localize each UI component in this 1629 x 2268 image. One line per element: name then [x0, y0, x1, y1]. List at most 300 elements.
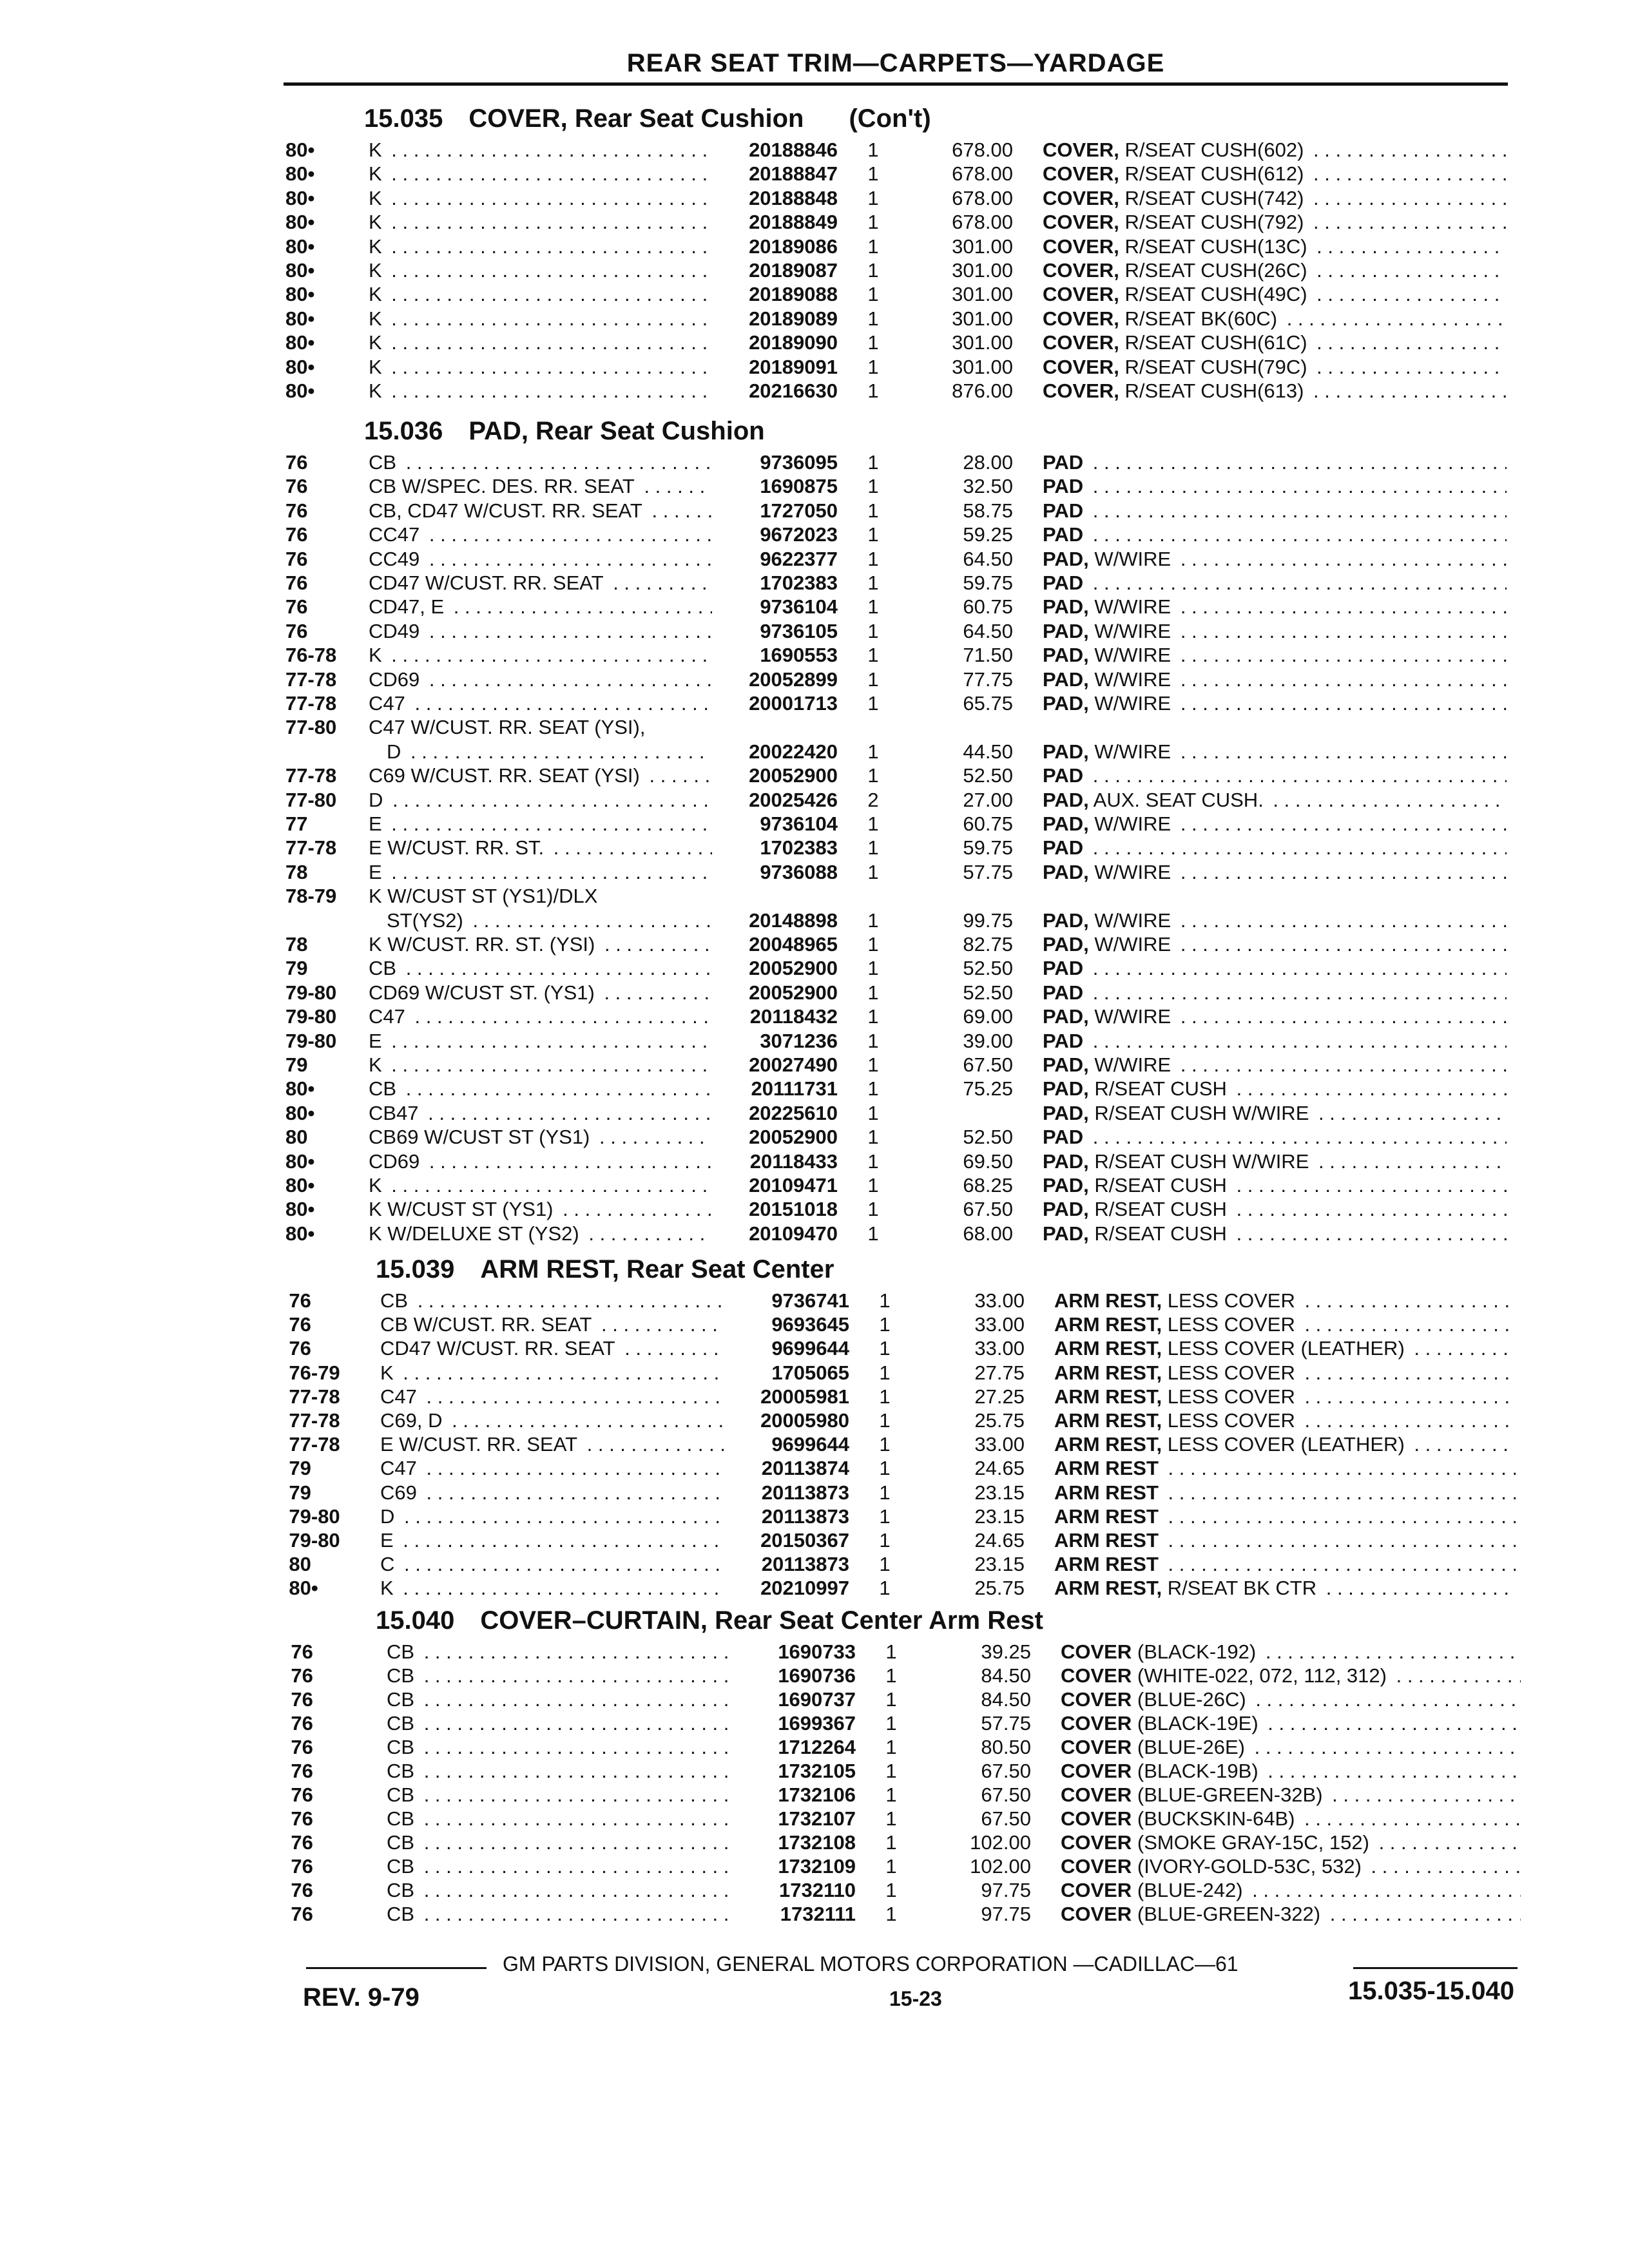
description-keyword: COVER, — [1043, 211, 1119, 233]
description-detail: W/WIRE — [1094, 668, 1171, 691]
part-description — [1043, 258, 1507, 283]
price: 59.25 — [963, 523, 1013, 546]
model-year: 76 — [291, 1807, 313, 1830]
part-description — [1043, 235, 1507, 259]
part-description — [1043, 812, 1507, 836]
quantity: 1 — [885, 1640, 897, 1663]
part-number: 9736095 — [760, 451, 838, 474]
description-keyword: COVER — [1061, 1807, 1132, 1830]
model-applicability — [387, 1640, 730, 1664]
description-text — [1061, 1688, 1250, 1711]
part-description — [1043, 908, 1507, 933]
quantity: 1 — [879, 1289, 891, 1312]
part-description — [1043, 643, 1507, 668]
part-number: 20189089 — [749, 307, 838, 330]
part-description — [1061, 1783, 1521, 1807]
parts-row — [0, 1552, 1629, 1577]
model-text: C69, D — [380, 1409, 446, 1432]
description-keyword: PAD, — [1043, 812, 1089, 835]
part-description — [1043, 379, 1507, 403]
description-text — [1043, 861, 1175, 883]
model-year: 80• — [285, 139, 315, 161]
description-keyword: PAD, — [1043, 620, 1089, 642]
description-keyword: COVER, — [1043, 259, 1119, 282]
model-text: CB — [369, 1077, 400, 1100]
description-keyword: COVER, — [1043, 139, 1119, 161]
description-detail: LESS COVER — [1167, 1289, 1295, 1312]
part-description — [1043, 1004, 1507, 1029]
model-applicability — [380, 1361, 724, 1385]
parts-row — [0, 860, 1629, 885]
part-description — [1043, 1222, 1507, 1246]
model-applicability — [387, 1711, 730, 1736]
part-number: 20022420 — [749, 740, 838, 763]
description-detail: R/SEAT CUSH — [1094, 1198, 1227, 1220]
parts-row — [0, 474, 1629, 499]
model-text: ST(YS2) — [387, 909, 467, 932]
description-detail: (BLUE-26E) — [1137, 1736, 1245, 1758]
model-text: E W/CUST. RR. SEAT — [380, 1433, 581, 1456]
price: 678.00 — [952, 139, 1013, 161]
description-text — [1043, 259, 1311, 282]
description-detail: R/SEAT CUSH W/WIRE — [1094, 1102, 1309, 1124]
description-detail: W/WIRE — [1094, 933, 1171, 956]
description-text — [1043, 957, 1093, 979]
part-number: 20001713 — [749, 692, 838, 715]
footer-section-range: 15.035-15.040 — [1347, 1977, 1514, 2005]
part-description — [1054, 1481, 1516, 1505]
description-detail: R/SEAT CUSH(742) — [1124, 187, 1304, 209]
parts-row — [0, 740, 1629, 764]
description-keyword: PAD — [1043, 764, 1084, 787]
quantity: 1 — [879, 1457, 891, 1479]
part-number: 20025426 — [749, 789, 838, 811]
parts-row — [0, 523, 1629, 547]
part-description — [1043, 1029, 1507, 1053]
model-year: 76 — [291, 1903, 313, 1925]
part-description — [1043, 355, 1507, 380]
part-number: 20109470 — [749, 1222, 838, 1245]
quantity: 1 — [879, 1481, 891, 1504]
part-description — [1043, 1053, 1507, 1077]
model-applicability — [380, 1528, 724, 1553]
price: 25.75 — [974, 1577, 1025, 1599]
description-keyword: PAD, — [1043, 1222, 1089, 1245]
model-text: C47 — [369, 692, 409, 715]
parts-row — [0, 691, 1629, 716]
parts-row — [0, 307, 1629, 331]
quantity: 1 — [885, 1831, 897, 1854]
quantity: 1 — [867, 909, 879, 932]
model-year: 80• — [285, 331, 315, 354]
model-applicability — [380, 1504, 724, 1529]
model-year: 78-79 — [285, 885, 337, 907]
model-text: CB69 W/CUST ST (YS1) — [369, 1126, 593, 1148]
part-number: 1732107 — [778, 1807, 856, 1830]
description-keyword: PAD, — [1043, 1077, 1089, 1100]
model-text: K — [380, 1577, 398, 1599]
part-description — [1043, 740, 1507, 764]
model-applicability — [380, 1336, 724, 1361]
description-detail: W/WIRE — [1094, 740, 1171, 763]
model-year: 80• — [285, 1198, 315, 1220]
part-description — [1043, 619, 1507, 644]
model-text: K — [369, 283, 386, 305]
model-year: 76 — [291, 1855, 313, 1878]
model-text: K W/DELUXE ST (YS2) — [369, 1222, 583, 1245]
parts-row — [0, 1831, 1629, 1855]
footer-rule-left — [306, 1967, 487, 1969]
description-text — [1043, 548, 1175, 570]
price: 52.50 — [963, 981, 1013, 1004]
part-number: 9736088 — [760, 861, 838, 883]
price: 33.00 — [974, 1433, 1025, 1456]
model-text: C69 — [380, 1481, 421, 1504]
description-text — [1061, 1712, 1262, 1735]
model-applicability — [387, 1664, 730, 1688]
quantity: 1 — [867, 356, 879, 378]
part-description — [1043, 162, 1507, 186]
model-year: 80 — [289, 1553, 311, 1575]
model-text: K — [369, 139, 386, 161]
price: 71.50 — [963, 644, 1013, 666]
description-keyword: ARM REST — [1054, 1481, 1159, 1504]
model-applicability — [369, 547, 712, 572]
model-year: 76 — [291, 1831, 313, 1854]
part-description — [1043, 668, 1507, 692]
quantity: 1 — [867, 644, 879, 666]
description-keyword: ARM REST, — [1054, 1337, 1162, 1360]
footer-rule-right — [1353, 1967, 1518, 1969]
description-keyword: ARM REST, — [1054, 1385, 1162, 1408]
model-text: CB W/SPEC. DES. RR. SEAT — [369, 475, 639, 497]
part-number: 20113873 — [761, 1553, 849, 1575]
description-keyword: COVER — [1061, 1903, 1132, 1925]
description-keyword: COVER, — [1043, 331, 1119, 354]
quantity: 1 — [867, 861, 879, 883]
parts-row — [0, 1807, 1629, 1831]
description-text — [1061, 1760, 1262, 1782]
model-applicability — [369, 643, 712, 668]
description-detail: R/SEAT CUSH(13C) — [1124, 235, 1307, 258]
part-number: 9622377 — [760, 548, 838, 570]
quantity: 1 — [867, 475, 879, 497]
parts-row — [0, 1735, 1629, 1760]
section-number: 15.035 — [364, 104, 443, 133]
part-description — [1061, 1902, 1521, 1927]
model-text: CB — [387, 1760, 418, 1782]
model-year: 76 — [291, 1640, 313, 1663]
description-keyword: PAD — [1043, 836, 1084, 859]
model-year: 79 — [289, 1481, 311, 1504]
model-year: 77-78 — [285, 692, 337, 715]
description-detail: R/SEAT BK CTR — [1167, 1577, 1317, 1599]
description-keyword: ARM REST, — [1054, 1409, 1162, 1432]
price: 58.75 — [963, 499, 1013, 522]
description-keyword: PAD, — [1043, 644, 1089, 666]
part-description — [1054, 1504, 1516, 1529]
price: 27.25 — [974, 1385, 1025, 1408]
part-number: 20052900 — [749, 1126, 838, 1148]
model-text: K — [369, 235, 386, 258]
quantity: 1 — [867, 1077, 879, 1100]
parts-row — [0, 1077, 1629, 1101]
parts-row — [0, 1456, 1629, 1481]
description-detail: W/WIRE — [1094, 1053, 1171, 1076]
description-text — [1043, 211, 1307, 233]
model-text: CD47 W/CUST. RR. SEAT — [369, 572, 608, 594]
description-keyword: PAD, — [1043, 1053, 1089, 1076]
price: 69.00 — [963, 1005, 1013, 1028]
description-text — [1043, 668, 1175, 691]
description-detail: R/SEAT CUSH — [1094, 1222, 1227, 1245]
part-description — [1043, 547, 1507, 572]
description-keyword: ARM REST, — [1054, 1361, 1162, 1384]
part-number: 20189086 — [749, 235, 838, 258]
model-applicability — [387, 1831, 730, 1855]
description-detail: R/SEAT BK(60C) — [1124, 307, 1278, 330]
model-text: CB — [387, 1855, 418, 1878]
description-detail: W/WIRE — [1094, 595, 1171, 618]
model-text: K — [369, 162, 386, 185]
description-keyword: COVER — [1061, 1712, 1132, 1735]
part-number: 20188847 — [749, 162, 838, 185]
model-text: K — [369, 1174, 386, 1196]
description-detail: W/WIRE — [1094, 644, 1171, 666]
description-detail: R/SEAT CUSH — [1094, 1174, 1227, 1196]
description-detail: R/SEAT CUSH — [1094, 1077, 1227, 1100]
price: 24.65 — [974, 1529, 1025, 1552]
model-applicability — [387, 1759, 730, 1783]
model-applicability — [369, 331, 712, 355]
description-detail: R/SEAT CUSH(61C) — [1124, 331, 1307, 354]
model-applicability — [369, 836, 712, 860]
model-text: CD49 — [369, 620, 423, 642]
description-keyword: PAD — [1043, 523, 1084, 546]
part-description — [1043, 499, 1507, 523]
parts-row — [0, 884, 1629, 908]
parts-row — [0, 138, 1629, 162]
model-applicability — [380, 1289, 724, 1313]
section-heading — [376, 1606, 1043, 1635]
model-text: CB, CD47 W/CUST. RR. SEAT — [369, 499, 646, 522]
price: 67.50 — [981, 1783, 1031, 1806]
model-applicability — [387, 740, 712, 764]
description-text — [1043, 1053, 1175, 1076]
description-text — [1043, 356, 1311, 378]
part-description — [1043, 1149, 1507, 1174]
part-number: 20005980 — [760, 1409, 849, 1432]
part-number: 20189088 — [749, 283, 838, 305]
description-text — [1043, 1150, 1313, 1173]
quantity: 1 — [867, 380, 879, 402]
price: 59.75 — [963, 836, 1013, 859]
model-year: 80• — [285, 1150, 315, 1173]
description-detail: (BLUE-242) — [1137, 1879, 1243, 1901]
parts-row — [0, 1783, 1629, 1807]
quantity: 1 — [867, 331, 879, 354]
quantity: 1 — [879, 1385, 891, 1408]
model-text: E — [369, 1030, 386, 1052]
price: 57.75 — [981, 1712, 1031, 1735]
quantity: 1 — [867, 1198, 879, 1220]
model-year: 76 — [289, 1289, 311, 1312]
part-description — [1043, 764, 1507, 788]
parts-row — [0, 1528, 1629, 1553]
model-year: 78 — [285, 861, 308, 883]
parts-row — [0, 210, 1629, 235]
description-detail: W/WIRE — [1094, 548, 1171, 570]
parts-row — [0, 1902, 1629, 1927]
quantity: 1 — [867, 668, 879, 691]
description-keyword: COVER — [1061, 1855, 1132, 1878]
parts-row — [0, 258, 1629, 283]
part-number: 20052900 — [749, 957, 838, 979]
description-detail: W/WIRE — [1094, 1005, 1171, 1028]
description-text — [1054, 1529, 1168, 1552]
description-keyword: PAD, — [1043, 668, 1089, 691]
price: 84.50 — [981, 1664, 1031, 1687]
parts-row — [0, 981, 1629, 1005]
description-keyword: COVER — [1061, 1736, 1132, 1758]
parts-row — [0, 1576, 1629, 1600]
quantity: 1 — [867, 1005, 879, 1028]
description-text — [1054, 1385, 1299, 1408]
price: 23.15 — [974, 1553, 1025, 1575]
price: 24.65 — [974, 1457, 1025, 1479]
model-year: 80• — [285, 162, 315, 185]
parts-row — [0, 1854, 1629, 1879]
model-year: 76 — [291, 1664, 313, 1687]
description-text — [1043, 1077, 1231, 1100]
part-number: 3071236 — [760, 1030, 838, 1052]
parts-row — [0, 932, 1629, 957]
part-number: 9736105 — [760, 620, 838, 642]
quantity: 1 — [867, 235, 879, 258]
description-detail: LESS COVER — [1167, 1313, 1295, 1336]
part-number: 1690733 — [778, 1640, 856, 1663]
model-applicability — [369, 981, 712, 1005]
model-text: K W/CUST ST (YS1) — [369, 1198, 557, 1220]
part-number: 1732105 — [778, 1760, 856, 1782]
model-year: 77-80 — [285, 789, 337, 811]
model-year: 78 — [285, 933, 308, 956]
quantity: 1 — [867, 981, 879, 1004]
part-number: 20118433 — [749, 1150, 838, 1173]
quantity: 1 — [867, 957, 879, 979]
price: 68.25 — [963, 1174, 1013, 1196]
quantity: 2 — [867, 789, 879, 811]
description-keyword: PAD, — [1043, 933, 1089, 956]
part-description — [1043, 1101, 1507, 1126]
description-keyword: PAD — [1043, 1030, 1084, 1052]
part-number: 1690875 — [760, 475, 838, 497]
parts-row — [0, 1408, 1629, 1433]
model-text: CB — [387, 1712, 418, 1735]
model-applicability — [369, 138, 712, 162]
description-text — [1043, 644, 1175, 666]
parts-row — [0, 1878, 1629, 1903]
part-description — [1043, 595, 1507, 619]
part-description — [1061, 1878, 1521, 1903]
model-year: 76 — [285, 523, 308, 546]
description-text — [1043, 451, 1093, 474]
model-applicability — [380, 1408, 724, 1433]
model-applicability — [387, 908, 712, 933]
price: 25.75 — [974, 1409, 1025, 1432]
parts-row — [0, 282, 1629, 307]
price: 75.25 — [963, 1077, 1013, 1100]
description-text — [1061, 1903, 1324, 1925]
description-text — [1061, 1879, 1247, 1901]
model-applicability — [369, 474, 712, 499]
parts-row — [0, 812, 1629, 836]
part-description — [1061, 1807, 1521, 1831]
description-text — [1061, 1855, 1365, 1878]
part-number: 1732108 — [778, 1831, 856, 1854]
part-number: 20113874 — [761, 1457, 849, 1479]
description-keyword: ARM REST — [1054, 1505, 1159, 1528]
description-keyword: COVER — [1061, 1664, 1132, 1687]
part-description — [1061, 1831, 1521, 1855]
model-applicability — [380, 1576, 724, 1600]
model-text: K — [369, 356, 386, 378]
description-keyword: COVER — [1061, 1783, 1132, 1806]
model-applicability — [387, 1687, 730, 1712]
quantity: 1 — [885, 1855, 897, 1878]
description-keyword: COVER, — [1043, 380, 1119, 402]
description-text — [1043, 933, 1175, 956]
part-description — [1061, 1664, 1521, 1688]
price: 97.75 — [981, 1903, 1031, 1925]
description-text — [1061, 1640, 1260, 1663]
model-applicability — [369, 1222, 712, 1246]
description-text — [1043, 1126, 1093, 1148]
price: 97.75 — [981, 1879, 1031, 1901]
description-text — [1043, 331, 1311, 354]
part-description — [1054, 1385, 1516, 1409]
description-detail: (BLACK-192) — [1137, 1640, 1257, 1663]
description-keyword: ARM REST, — [1054, 1289, 1162, 1312]
quantity: 1 — [867, 451, 879, 474]
quantity: 1 — [867, 139, 879, 161]
model-applicability — [369, 258, 712, 283]
part-description — [1054, 1432, 1516, 1457]
model-text: CD47 W/CUST. RR. SEAT — [380, 1337, 619, 1360]
description-text — [1043, 620, 1175, 642]
part-number: 20111731 — [751, 1077, 838, 1100]
quantity: 1 — [867, 620, 879, 642]
part-number: 1732106 — [778, 1783, 856, 1806]
price: 84.50 — [981, 1688, 1031, 1711]
parts-row — [0, 1336, 1629, 1361]
description-text — [1043, 307, 1281, 330]
model-text: C47 W/CUST. RR. SEAT (YSI), — [369, 716, 649, 738]
price: 27.75 — [974, 1361, 1025, 1384]
model-year: 77-78 — [285, 764, 337, 787]
description-text — [1061, 1807, 1298, 1830]
model-text: CB — [387, 1688, 418, 1711]
description-keyword: PAD, — [1043, 1005, 1089, 1028]
model-text: CB — [387, 1879, 418, 1901]
price: 67.50 — [981, 1807, 1031, 1830]
model-text: E — [369, 812, 386, 835]
description-keyword: ARM REST — [1054, 1457, 1159, 1479]
model-year: 80• — [285, 235, 315, 258]
price: 44.50 — [963, 740, 1013, 763]
model-year: 76 — [289, 1313, 311, 1336]
model-year: 77-80 — [285, 716, 337, 738]
